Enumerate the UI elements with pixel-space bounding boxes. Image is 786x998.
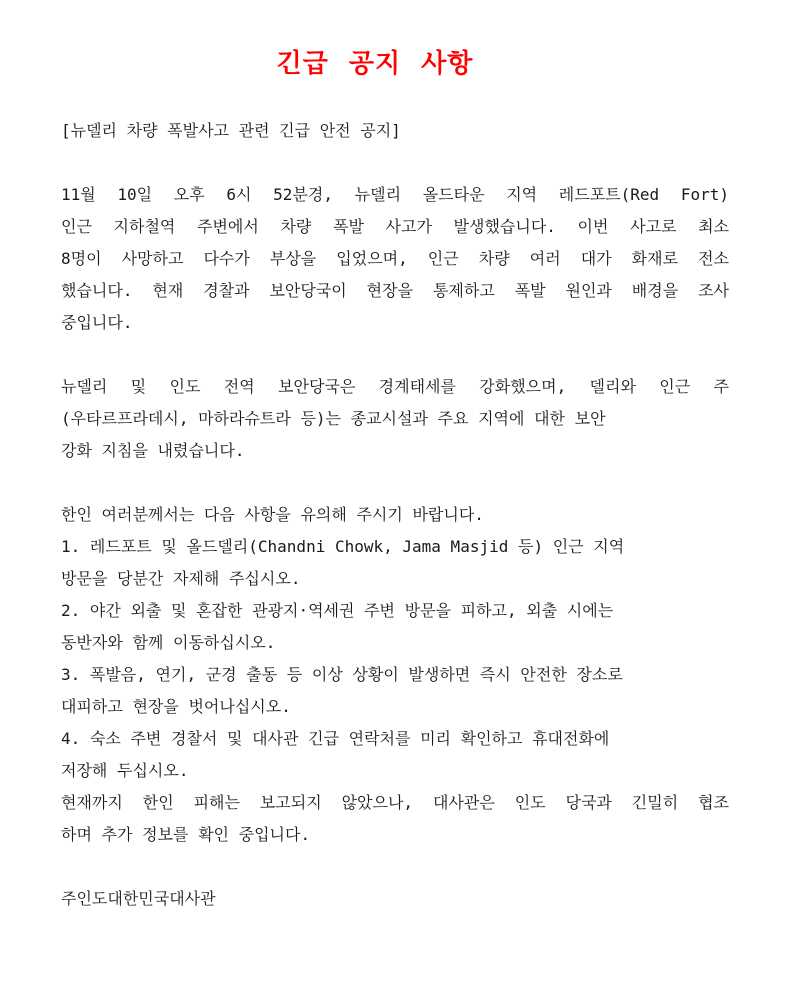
paragraph-gap [61, 147, 729, 179]
paragraph-line: 강화 지침을 내렸습니다. [61, 441, 245, 460]
security-paragraph [61, 371, 729, 467]
paragraph-gap [61, 339, 729, 371]
paragraph-line: 11월 10일 오후 6시 52분경, 뉴델리 올드타운 지역 레드포트(Red Fort) [61, 185, 729, 204]
guidance-intro: 한인 여러분께서는 다음 사항을 유의해 주시기 바랍니다. [61, 505, 484, 524]
guidance-item [61, 723, 729, 787]
paragraph-line: 8명이 사망하고 다수가 부상을 입었으며, 인근 차량 여러 대가 화재로 전소 [61, 249, 729, 268]
guidance-item-line: 대피하고 현장을 벗어나십시오. [61, 697, 291, 716]
guidance-item-line: 4. 숙소 주변 경찰서 및 대사관 긴급 연락처를 미리 확인하고 휴대전화에 [61, 729, 610, 748]
notice-body [61, 115, 729, 915]
embassy-signature: 주인도대한민국대사관 [61, 889, 216, 908]
closing-paragraph [61, 787, 729, 851]
guidance-item-line: 3. 폭발음, 연기, 군경 출동 등 이상 상황이 발생하면 즉시 안전한 장소로 [61, 665, 623, 684]
guidance-item [61, 531, 729, 595]
paragraph-gap [61, 851, 729, 883]
paragraph-line: 뉴델리 및 인도 전역 보안당국은 경계태세를 강화했으며, 델리와 인근 주 [61, 377, 729, 396]
paragraph-line: 했습니다. 현재 경찰과 보안당국이 현장을 통제하고 폭발 원인과 배경을 조사 [61, 281, 729, 300]
guidance-item-line: 1. 레드포트 및 올드델리(Chandni Chowk, Jama Masjid 등) 인근 지역 [61, 537, 625, 556]
paragraph-line: 인근 지하철역 주변에서 차량 폭발 사고가 발생했습니다. 이번 사고로 최소 [61, 217, 729, 236]
guidance-item-line: 저장해 두십시오. [61, 761, 189, 780]
incident-paragraph [61, 179, 729, 339]
notice-title: 긴급 공지 사항 [276, 49, 474, 79]
guidance-item-line: 2. 야간 외출 및 혼잡한 관광지·역세권 주변 방문을 피하고, 외출 시에는 [61, 601, 614, 620]
paragraph-line: 현재까지 한인 피해는 보고되지 않았으나, 대사관은 인도 당국과 긴밀히 협조 [61, 793, 729, 812]
paragraph-line: (우타르프라데시, 마하라슈트라 등)는 종교시설과 주요 지역에 대한 보안 [61, 409, 606, 428]
guidance-item [61, 595, 729, 659]
guidance-item-line: 방문을 당분간 자제해 주십시오. [61, 569, 301, 588]
guidance-section [61, 499, 729, 851]
paragraph-gap [61, 467, 729, 499]
guidance-item [61, 659, 729, 723]
notice-subtitle: [뉴델리 차량 폭발사고 관련 긴급 안전 공지] [61, 121, 401, 140]
paragraph-line: 중입니다. [61, 313, 133, 332]
paragraph-line: 하며 추가 정보를 확인 중입니다. [61, 825, 311, 844]
guidance-item-line: 동반자와 함께 이동하십시오. [61, 633, 276, 652]
